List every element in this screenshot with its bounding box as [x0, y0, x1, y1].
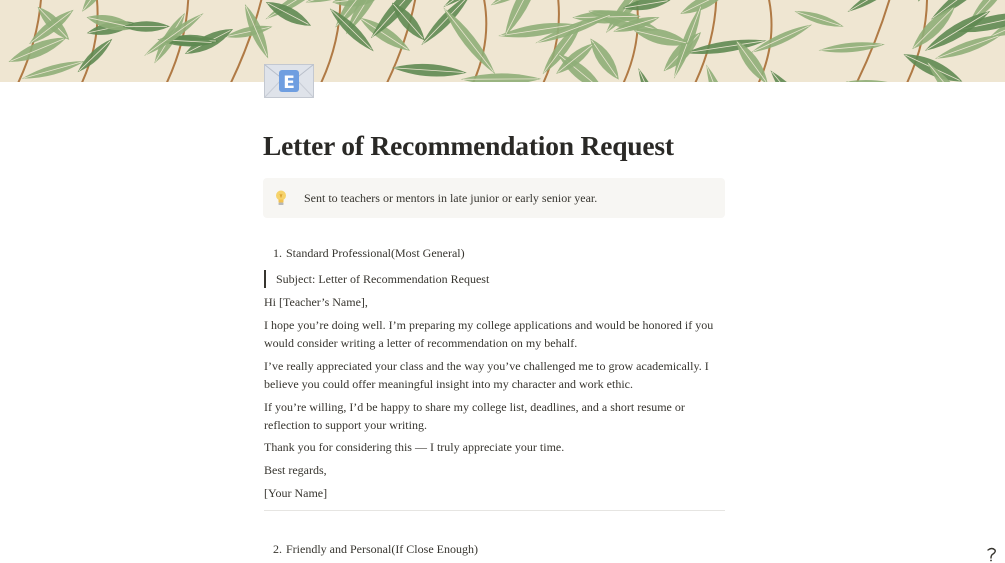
leaf-pattern [0, 0, 1005, 82]
list-number: 2. [273, 542, 282, 556]
callout-text[interactable]: Sent to teachers or mentors in late junior or early senior year. [304, 190, 598, 205]
list-item-standard[interactable] [263, 246, 465, 261]
envelope-icon[interactable] [264, 64, 314, 98]
quote-subject[interactable]: Subject: Letter of Recommendation Request [264, 270, 489, 288]
page-cover[interactable] [0, 0, 1005, 82]
list-number: 1. [273, 246, 282, 260]
letter-paragraph-2[interactable]: I’ve really appreciated your class and the way you’ve challenged me to grow academically. I believe you could offer meaningful insight into my character and work ethic. [264, 359, 709, 391]
letter-paragraph-1[interactable]: I hope you’re doing well. I’m preparing my college applications and would be honored if you would consider writing a letter of recommendation on my behalf. [264, 318, 714, 350]
divider [264, 510, 725, 511]
list-item-label: Standard Professional(Most General) [286, 246, 465, 260]
greeting-text[interactable]: Hi [Teacher’s Name], [264, 295, 368, 309]
list-item-label: Friendly and Personal(If Close Enough) [286, 542, 478, 556]
lightbulb-icon [274, 189, 288, 207]
letter-paragraph-4[interactable]: Thank you for considering this — I truly appreciate your time. [264, 440, 565, 454]
svg-text:E: E [283, 73, 295, 93]
closing-text[interactable]: Best regards, [264, 463, 327, 477]
signature-text[interactable]: [Your Name] [264, 486, 328, 500]
help-icon[interactable] [983, 545, 1001, 563]
callout-block[interactable] [263, 178, 725, 218]
letter-paragraph-3[interactable]: If you’re willing, I’d be happy to share my college list, deadlines, and a short resume or reflection to support your writing. [264, 400, 685, 432]
page-title[interactable]: Letter of Recommendation Request [263, 130, 674, 161]
list-item-friendly[interactable] [263, 542, 478, 557]
